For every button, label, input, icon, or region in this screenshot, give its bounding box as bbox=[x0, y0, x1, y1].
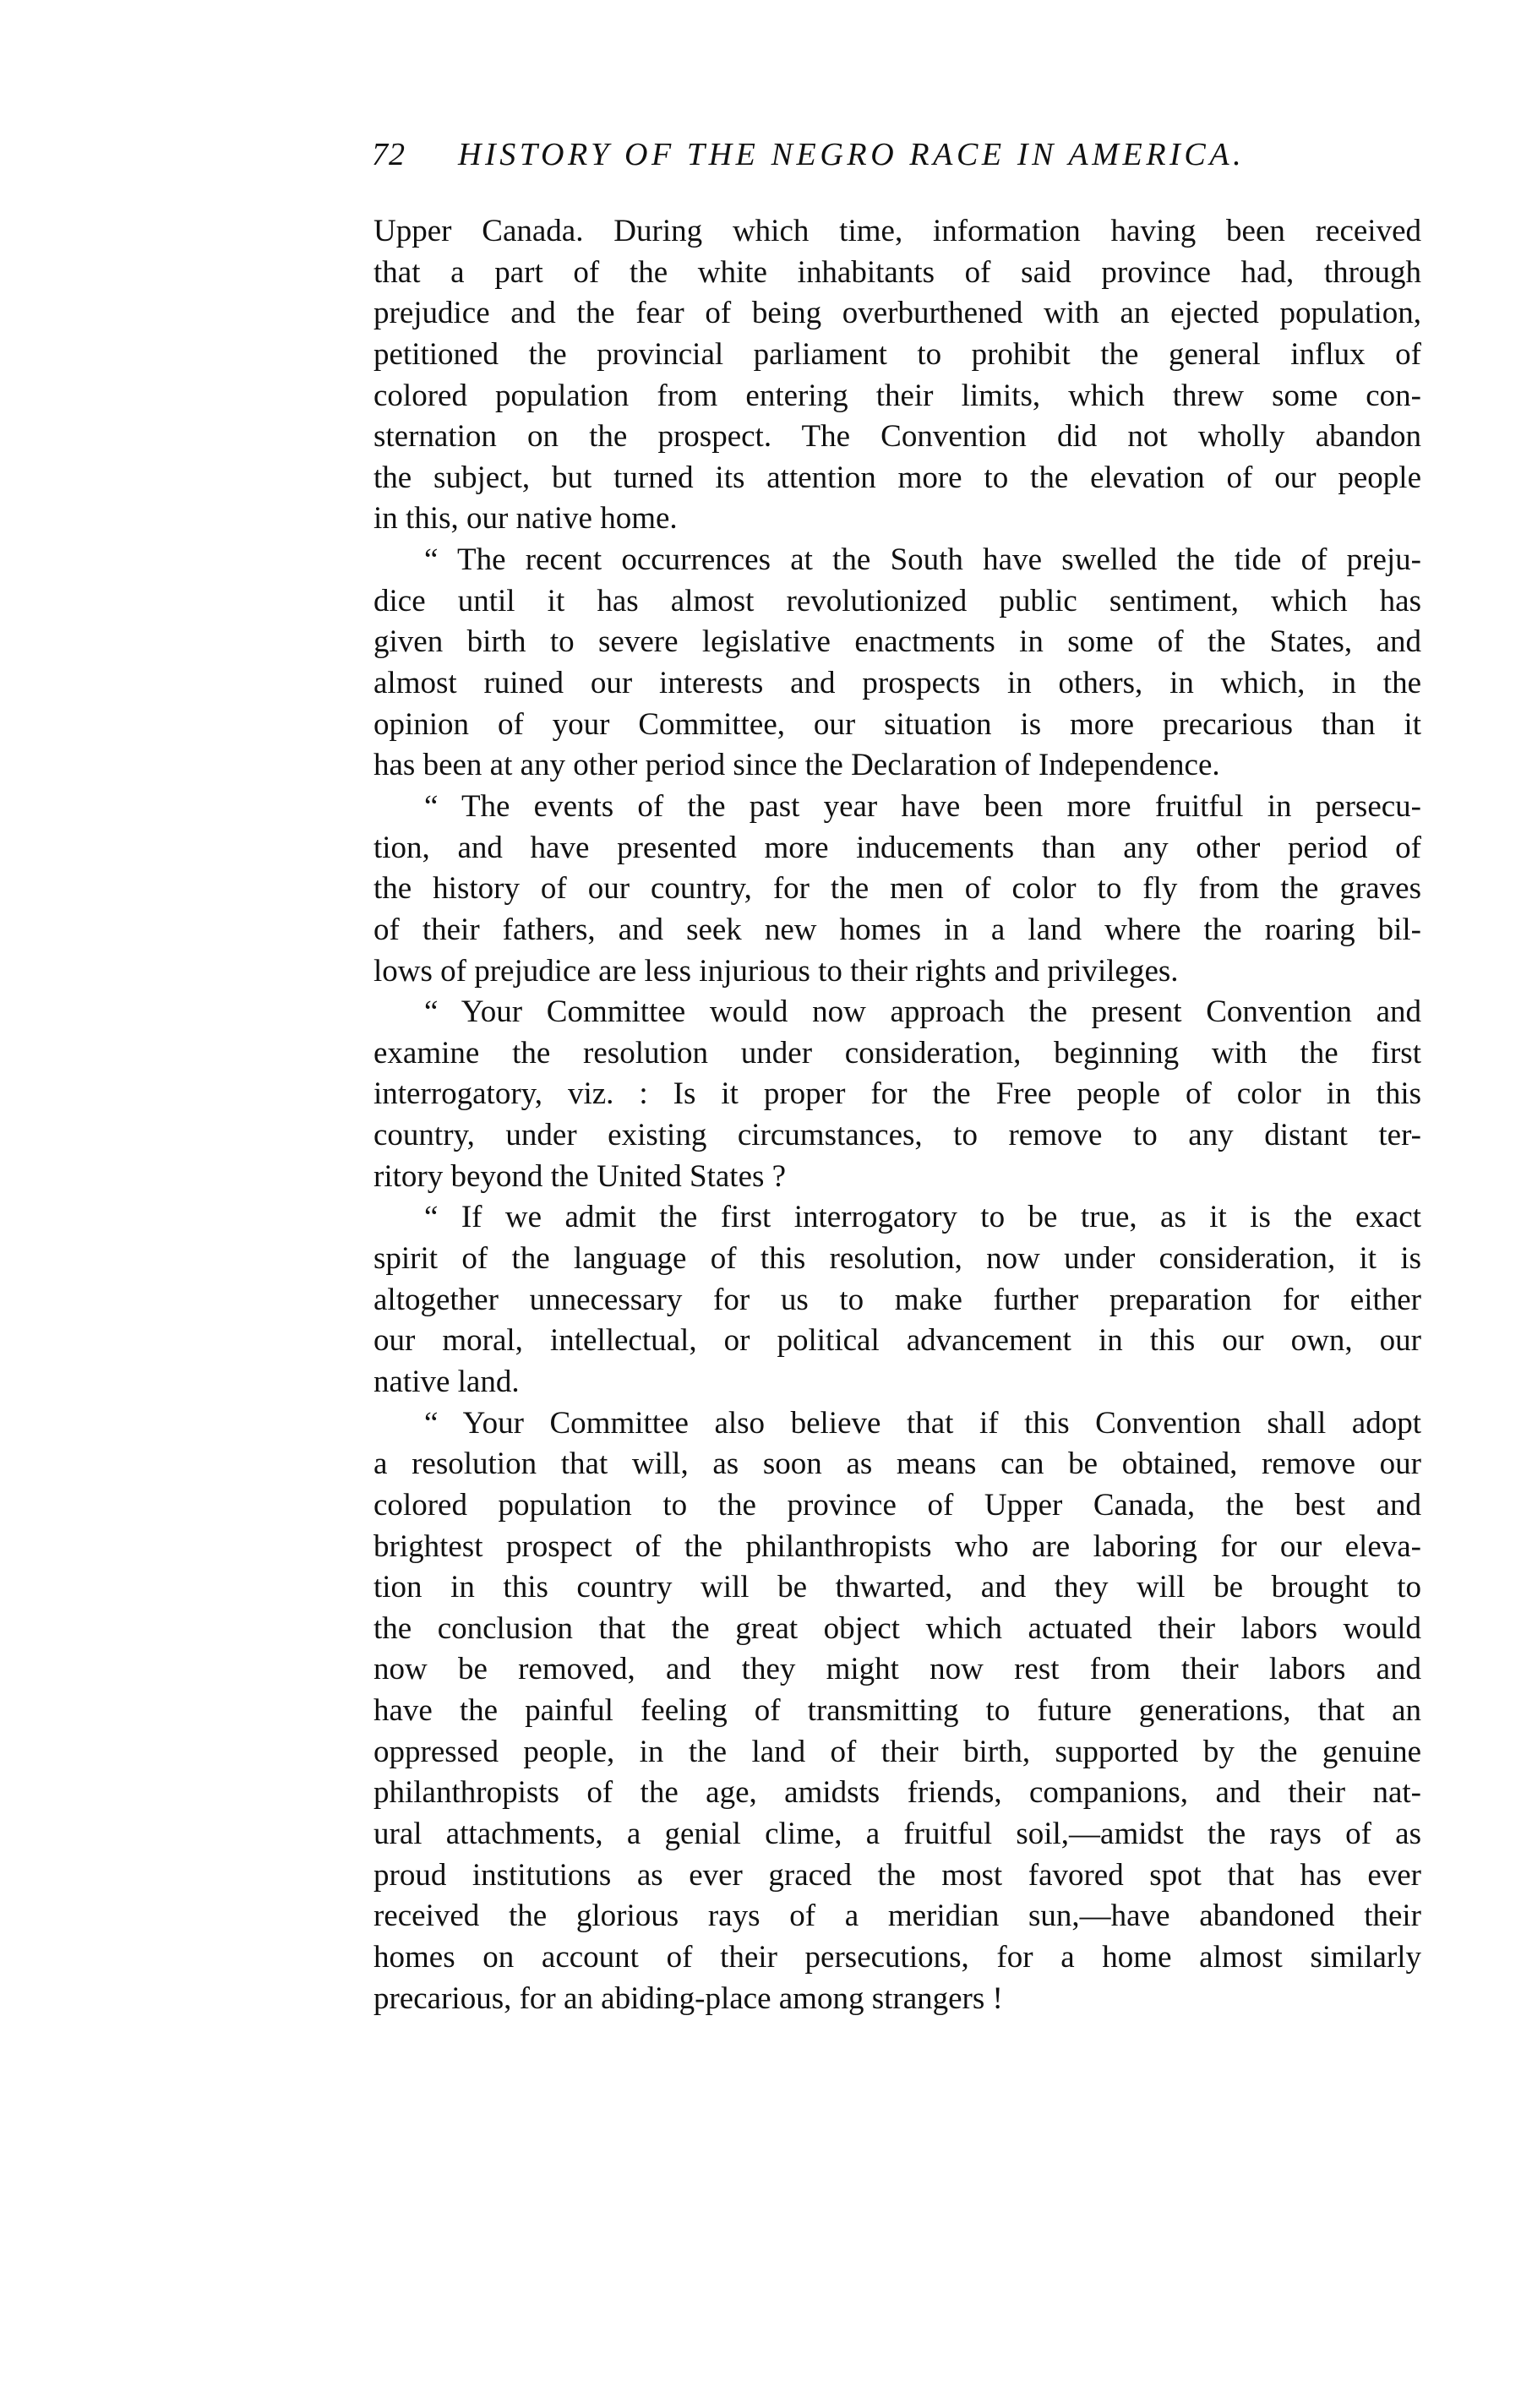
text-line: dice until it has almost revolutionized public sentiment, which has bbox=[373, 583, 1421, 618]
text-line: lows of prejudice are less injurious to their rights and privileges. bbox=[373, 953, 1179, 989]
text-line: the subject, but turned its attention more to the elevation of our people bbox=[373, 460, 1421, 495]
text-line: colored population to the province of Upper Canada, the best and bbox=[373, 1487, 1421, 1523]
paragraph bbox=[373, 992, 1421, 1197]
text-line: “ The recent occurrences at the South have swelled the tide of preju- bbox=[424, 542, 1421, 578]
text-line: prejudice and the fear of being overburthened with an ejected population, bbox=[373, 296, 1421, 331]
text-line: ritory beyond the United States ? bbox=[373, 1158, 787, 1194]
running-head bbox=[372, 135, 1352, 174]
text-line: examine the resolution under consideration, beginning with the first bbox=[373, 1035, 1421, 1071]
paragraph bbox=[373, 1197, 1421, 1403]
text-line: almost ruined our interests and prospects in others, in which, in the bbox=[373, 666, 1421, 701]
body-text bbox=[373, 211, 1421, 2019]
text-line: brightest prospect of the philanthropists who are laboring for our eleva- bbox=[373, 1528, 1421, 1564]
text-line: “ If we admit the first interrogatory to be true, as it is the exact bbox=[424, 1200, 1421, 1235]
text-line: petitioned the provincial parliament to prohibit the general influx of bbox=[373, 336, 1421, 372]
text-line: Upper Canada. During which time, information having been received bbox=[373, 214, 1421, 248]
text-line: “ The events of the past year have been more fruitful in persecu- bbox=[424, 788, 1421, 824]
paragraph bbox=[373, 211, 1421, 540]
paragraph bbox=[373, 787, 1421, 992]
text-line: have the painful feeling of transmitting to future generations, that an bbox=[373, 1693, 1421, 1729]
text-line: proud institutions as ever graced the most favored spot that has ever bbox=[373, 1857, 1421, 1893]
text-line: colored population from entering their limits, which threw some con- bbox=[373, 378, 1421, 413]
page-number: 72 bbox=[372, 137, 406, 172]
text-line: given birth to severe legislative enactments in some of the States, and bbox=[373, 624, 1421, 660]
text-line: ural attachments, a genial clime, a fruitful soil,—amidst the rays of as bbox=[373, 1816, 1421, 1851]
paragraph bbox=[373, 540, 1421, 787]
text-line: native land. bbox=[373, 1364, 520, 1399]
text-line: sternation on the prospect. The Convention did not wholly abandon bbox=[373, 419, 1421, 455]
text-line: opinion of your Committee, our situation is more precarious than it bbox=[373, 706, 1421, 742]
text-line: “ Your Committee also believe that if this Convention shall adopt bbox=[424, 1405, 1421, 1441]
text-line: oppressed people, in the land of their birth, supported by the genuine bbox=[373, 1734, 1421, 1769]
text-line: country, under existing circumstances, to remove to any distant ter- bbox=[373, 1118, 1421, 1153]
text-line: the history of our country, for the men of color to fly from the graves bbox=[373, 871, 1421, 907]
text-line: tion, and have presented more inducements than any other period of bbox=[373, 830, 1421, 865]
text-line: of their fathers, and seek new homes in a land where the roaring bil- bbox=[373, 912, 1421, 947]
text-line: altogether unnecessary for us to make further preparation for either bbox=[373, 1282, 1421, 1317]
text-line: has been at any other period since the Declaration of Independence. bbox=[373, 748, 1220, 783]
text-line: interrogatory, viz. : Is it proper for the Free people of color in this bbox=[373, 1076, 1421, 1112]
text-line: a resolution that will, as soon as means can be obtained, remove our bbox=[373, 1446, 1421, 1482]
text-line: spirit of the language of this resolution, now under consideration, it is bbox=[373, 1241, 1421, 1277]
text-line: the conclusion that the great object which actuated their labors would bbox=[373, 1610, 1421, 1646]
text-line: precarious, for an abiding-place among strangers ! bbox=[373, 1980, 1003, 2016]
text-line: in this, our native home. bbox=[373, 501, 678, 537]
text-line: homes on account of their persecutions, for a home almost similarly bbox=[373, 1939, 1421, 1975]
text-line: received the glorious rays of a meridian sun,—have abandoned their bbox=[373, 1899, 1421, 1934]
text-line: “ Your Committee would now approach the present Convention and bbox=[424, 994, 1421, 1030]
text-line: now be removed, and they might now rest from their labors and bbox=[373, 1652, 1421, 1687]
text-line: tion in this country will be thwarted, and they will be brought to bbox=[373, 1570, 1421, 1605]
paragraph bbox=[373, 1403, 1421, 2020]
text-line: our moral, intellectual, or political advancement in this our own, our bbox=[373, 1323, 1421, 1359]
running-title: HISTORY OF THE NEGRO RACE IN AMERICA. bbox=[458, 137, 1246, 172]
text-line: philanthropists of the age, amidsts friends, companions, and their nat- bbox=[373, 1775, 1421, 1811]
text-line: that a part of the white inhabitants of said province had, through bbox=[373, 254, 1421, 290]
